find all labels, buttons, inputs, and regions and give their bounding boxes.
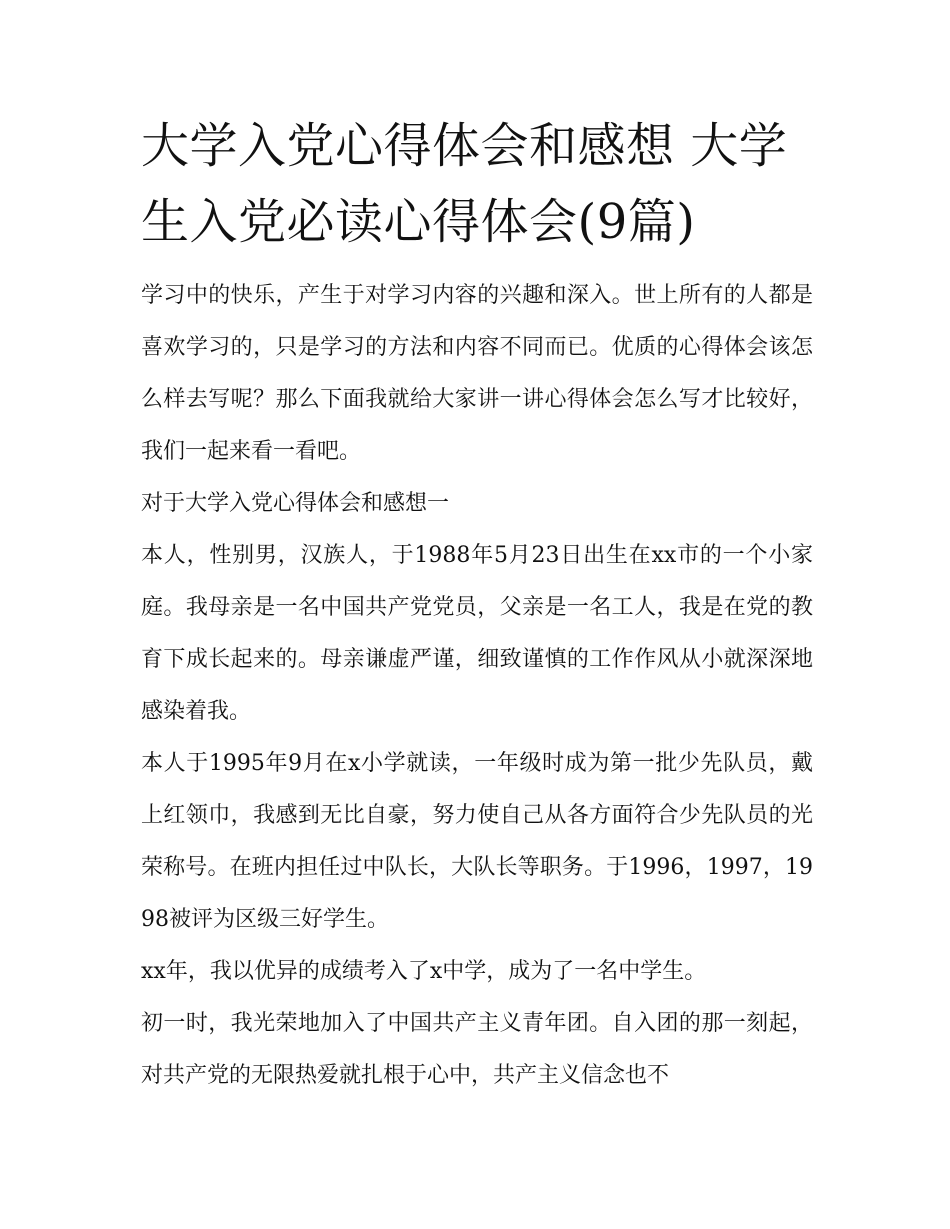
document-body [141, 108, 813, 1102]
section-heading: 对于大学入党心得体会和感想一 [141, 491, 450, 516]
body-paragraph-3: xx年，我以优异的成绩考入了x中学，成为了一名中学生。 [141, 959, 707, 984]
body-paragraph-4: 初一时，我光荣地加入了中国共产主义青年团。自入团的那一刻起，对共产党的无限热爱就扎根于心中，共产主义信念也不 [141, 1011, 813, 1088]
body-paragraph-2: 本人于1995年9月在x小学就读，一年级时成为第一批少先队员，戴上红领巾，我感到无比自豪，努力使自己从各方面符合少先队员的光荣称号。在班内担任过中队长，大队长等职务。于1996，1997，1998被评为区级三好学生。 [141, 751, 813, 932]
document-title: 大学入党心得体会和感想 大学生入党必读心得体会(9篇) [141, 118, 788, 250]
intro-paragraph: 学习中的快乐，产生于对学习内容的兴趣和深入。世上所有的人都是喜欢学习的，只是学习的方法和内容不同而已。优质的心得体会该怎么样去写呢？那么下面我就给大家讲一讲心得体会怎么写才比较好，我们一起来看一看吧。 [141, 283, 813, 464]
body-paragraph-1: 本人，性别男，汉族人，于1988年5月23日出生在xx市的一个小家庭。我母亲是一名中国共产党党员，父亲是一名工人，我是在党的教育下成长起来的。母亲谦虚严谨，细致谨慎的工作作风从小就深深地感染着我。 [141, 543, 813, 724]
